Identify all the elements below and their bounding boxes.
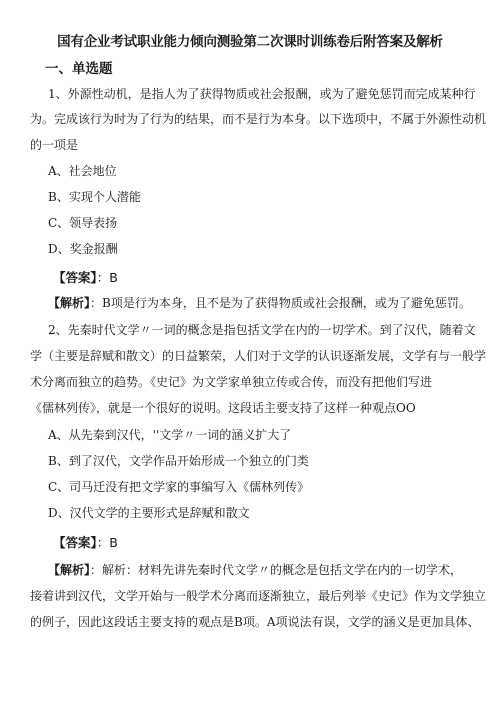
question-1-line: 1、外源性动机，是指人为了获得物质或社会报酬，或为了避免惩罚而完成某种行 bbox=[48, 87, 476, 101]
document-title: 国有企业考试职业能力倾向测验第二次课时训练卷后附答案及解析 bbox=[57, 34, 443, 50]
question-2-option-b: B、到了汉代，文学作品开始形成一个独立的门类 bbox=[48, 454, 309, 468]
question-2-line: 术分离而独立的趋势。《史记》为文学家单独立传或合传，而没有把他们写进 bbox=[30, 375, 433, 389]
section-heading: 一、单选题 bbox=[45, 61, 113, 77]
question-2-explanation bbox=[48, 562, 500, 578]
explanation-text: ：解析：材料先讲先秦时代文学〃的概念是包括文学在内的一切学术， bbox=[90, 563, 463, 577]
question-2-explanation-line: 接着讲到汉代，文学开始与一般学术分离而逐渐独立，最后列举《史记》作为文学独立 bbox=[30, 589, 487, 603]
question-1-option-b: B、实现个人潜能 bbox=[48, 190, 141, 204]
answer-value: ：B bbox=[96, 270, 118, 285]
question-2-option-c: C、司马迁没有把文学家的事编写入《儒林列传》 bbox=[48, 480, 310, 494]
question-1-option-a: A、社会地位 bbox=[48, 164, 117, 178]
question-2-line: 学（主要是辞赋和散文）的日益繁荣，人们对于文学的认识逐渐发展，文学有与一般学 bbox=[30, 349, 487, 363]
question-2-option-d: D、汉代文学的主要形式是辞赋和散文 bbox=[48, 506, 250, 520]
question-1-explanation bbox=[48, 295, 500, 311]
question-1-answer bbox=[53, 268, 118, 286]
question-2-line: 2、先秦时代文学〃一词的概念是指包括文学在内的一切学术。到了汉代，随着文 bbox=[48, 323, 476, 337]
answer-label: 【答案】 bbox=[53, 270, 97, 285]
question-1-line: 为。完成该行为时为了行为的结果，而不是行为本身。以下选项中，不属于外源性动机 bbox=[30, 112, 487, 126]
question-2-option-a: A、从先秦到汉代，''文学〃一词的涵义扩大了 bbox=[48, 428, 292, 442]
question-1-option-d: D、奖金报酬 bbox=[48, 242, 118, 256]
question-1-line: 的一项是 bbox=[30, 138, 79, 152]
question-1-option-c: C、领导表扬 bbox=[48, 216, 118, 230]
explanation-label: 【解析】 bbox=[48, 296, 91, 310]
explanation-label: 【解析】 bbox=[48, 563, 91, 577]
question-2-line: 《儒林列传》，就是一个很好的说明。这段话主要支持了这样一种观点OO bbox=[30, 401, 416, 415]
explanation-text: ：B项是行为本身，且不是为了获得物质或社会报酬，或为了避免惩罚。 bbox=[90, 296, 471, 310]
answer-label: 【答案】 bbox=[53, 535, 97, 550]
question-2-answer bbox=[53, 533, 118, 551]
answer-value: ：B bbox=[96, 535, 118, 550]
question-2-explanation-line: 的例子，因此这段话主要支持的观点是B项。A项说法有误，文学的涵义是更加具体、 bbox=[30, 615, 480, 629]
